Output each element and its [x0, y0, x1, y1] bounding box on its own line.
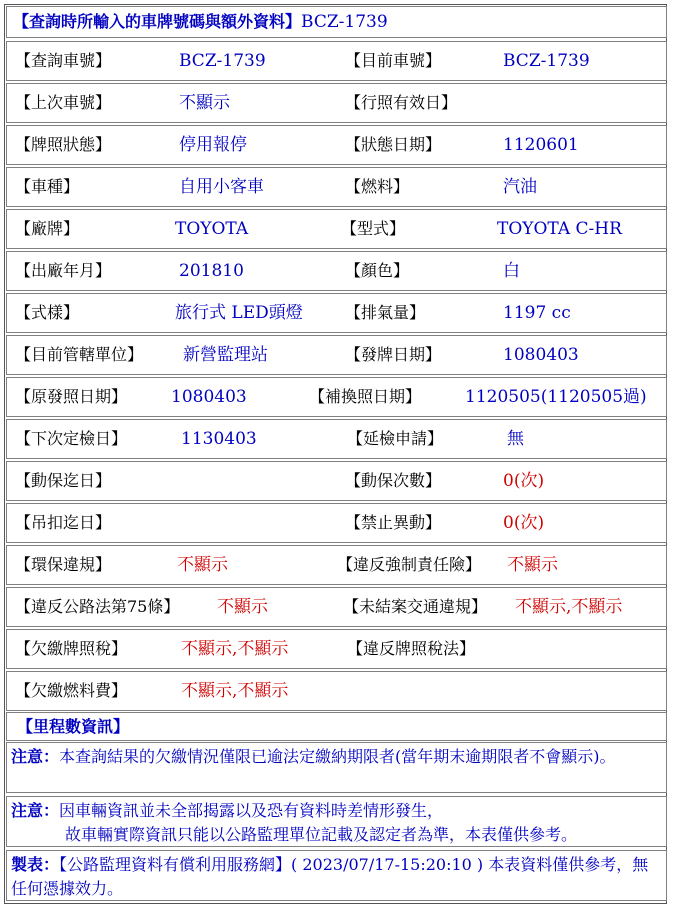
field-label: 【查詢車號】 [15, 51, 112, 70]
footer [6, 850, 667, 901]
info-row [6, 545, 667, 585]
field-label: 【欠繳牌照稅】 [15, 639, 128, 658]
field-label: 【動保次數】 [345, 471, 442, 490]
field-value: 1080403 [171, 387, 247, 407]
field-label: 【禁止異動】 [345, 513, 442, 532]
field-value: 1120505(1120505過) [465, 387, 647, 407]
field-label: 【燃料】 [345, 177, 410, 196]
info-row [6, 671, 667, 711]
note-2 [6, 796, 667, 847]
info-row [6, 209, 667, 249]
field-value: 新營監理站 [183, 345, 268, 365]
info-row [6, 335, 667, 375]
field-value: 0(次) [503, 513, 545, 533]
info-row [6, 167, 667, 207]
info-row [6, 251, 667, 291]
field-label: 【發牌日期】 [345, 345, 442, 364]
footer-label: 製表： [11, 855, 60, 874]
field-value: TOYOTA C-HR [497, 219, 622, 239]
info-row [6, 125, 667, 165]
info-row [6, 629, 667, 669]
info-row [6, 293, 667, 333]
field-label: 【環保違規】 [15, 555, 112, 574]
info-row [6, 419, 667, 459]
field-label: 【目前車號】 [345, 51, 442, 70]
info-row [6, 587, 667, 627]
info-row [6, 461, 667, 501]
field-value: 不顯示 [217, 597, 268, 617]
field-label: 【欠繳燃料費】 [15, 681, 128, 700]
note-2-line1: 因車輛資訊並未全部揭露以及恐有資料時差情形發生， [59, 801, 444, 820]
field-label: 【式樣】 [15, 303, 80, 322]
footer-text: 【公路監理資料有償利用服務網】( 2023/07/17-15:20:10 ) 本表資料僅供參考，無任何憑據效力。 [11, 855, 649, 898]
field-value: 無 [507, 429, 524, 449]
field-value: 1197 cc [503, 303, 571, 323]
field-value: 1120601 [503, 135, 579, 155]
note-2-label: 注意： [11, 801, 60, 820]
field-value: 自用小客車 [179, 177, 264, 197]
field-value: TOYOTA [175, 219, 249, 239]
field-value: 0(次) [503, 471, 545, 491]
field-label: 【出廠年月】 [15, 261, 112, 280]
field-label: 【補換照日期】 [309, 387, 422, 406]
field-label: 【型式】 [341, 219, 406, 238]
field-label: 【下次定檢日】 [15, 429, 128, 448]
field-label: 【延檢申請】 [347, 429, 444, 448]
info-row [6, 377, 667, 417]
field-value: 不顯示,不顯示 [181, 681, 289, 701]
field-label: 【行照有效日】 [345, 93, 458, 112]
field-value: 白 [503, 261, 520, 281]
field-label: 【原發照日期】 [15, 387, 128, 406]
field-label: 【牌照狀態】 [15, 135, 112, 154]
note-2-line2: 故車輛實際資訊只能以公路監理單位記載及認定者為準，本表僅供參考。 [65, 825, 578, 844]
mileage-title: 【里程數資訊】 [17, 717, 130, 736]
field-label: 【動保迄日】 [15, 471, 112, 490]
field-value: BCZ-1739 [179, 51, 266, 71]
field-value: 1080403 [503, 345, 579, 365]
field-value: 不顯示,不顯示 [515, 597, 623, 617]
field-label: 【車種】 [15, 177, 80, 196]
field-value: 旅行式 LED頭燈 [175, 303, 303, 323]
field-value: 不顯示 [179, 93, 230, 113]
field-value: BCZ-1739 [503, 51, 590, 71]
header-title: 【查詢時所輸入的車牌號碼與額外資料】 [13, 12, 302, 31]
field-label: 【違反公路法第75條】 [15, 597, 180, 616]
field-value: 1130403 [181, 429, 257, 449]
info-row [6, 41, 667, 81]
header-plate: BCZ-1739 [301, 12, 388, 32]
note-1-label: 注意： [11, 747, 60, 766]
note-1-text: 本查詢結果的欠繳情況僅限已逾法定繳納期限者(當年期末逾期限者不會顯示)。 [59, 747, 616, 766]
field-value: 停用報停 [179, 135, 247, 155]
field-value: 不顯示 [177, 555, 228, 575]
field-label: 【狀態日期】 [345, 135, 442, 154]
field-value: 不顯示,不顯示 [181, 639, 289, 659]
field-label: 【違反強制責任險】 [337, 555, 482, 574]
field-label: 【排氣量】 [345, 303, 426, 322]
field-value: 不顯示 [507, 555, 558, 575]
note-1 [6, 742, 667, 793]
field-value: 汽油 [503, 177, 537, 197]
field-value: 201810 [179, 261, 244, 281]
field-label: 【違反牌照稅法】 [347, 639, 476, 658]
field-label: 【吊扣迄日】 [15, 513, 112, 532]
field-label: 【廠牌】 [15, 219, 80, 238]
mileage-section [6, 712, 667, 741]
field-label: 【上次車號】 [15, 93, 112, 112]
field-label: 【顏色】 [345, 261, 410, 280]
field-label: 【目前管轄單位】 [15, 345, 144, 364]
info-row [6, 83, 667, 123]
field-label: 【未結案交通違規】 [343, 597, 488, 616]
query-header [6, 6, 667, 38]
info-row [6, 503, 667, 543]
